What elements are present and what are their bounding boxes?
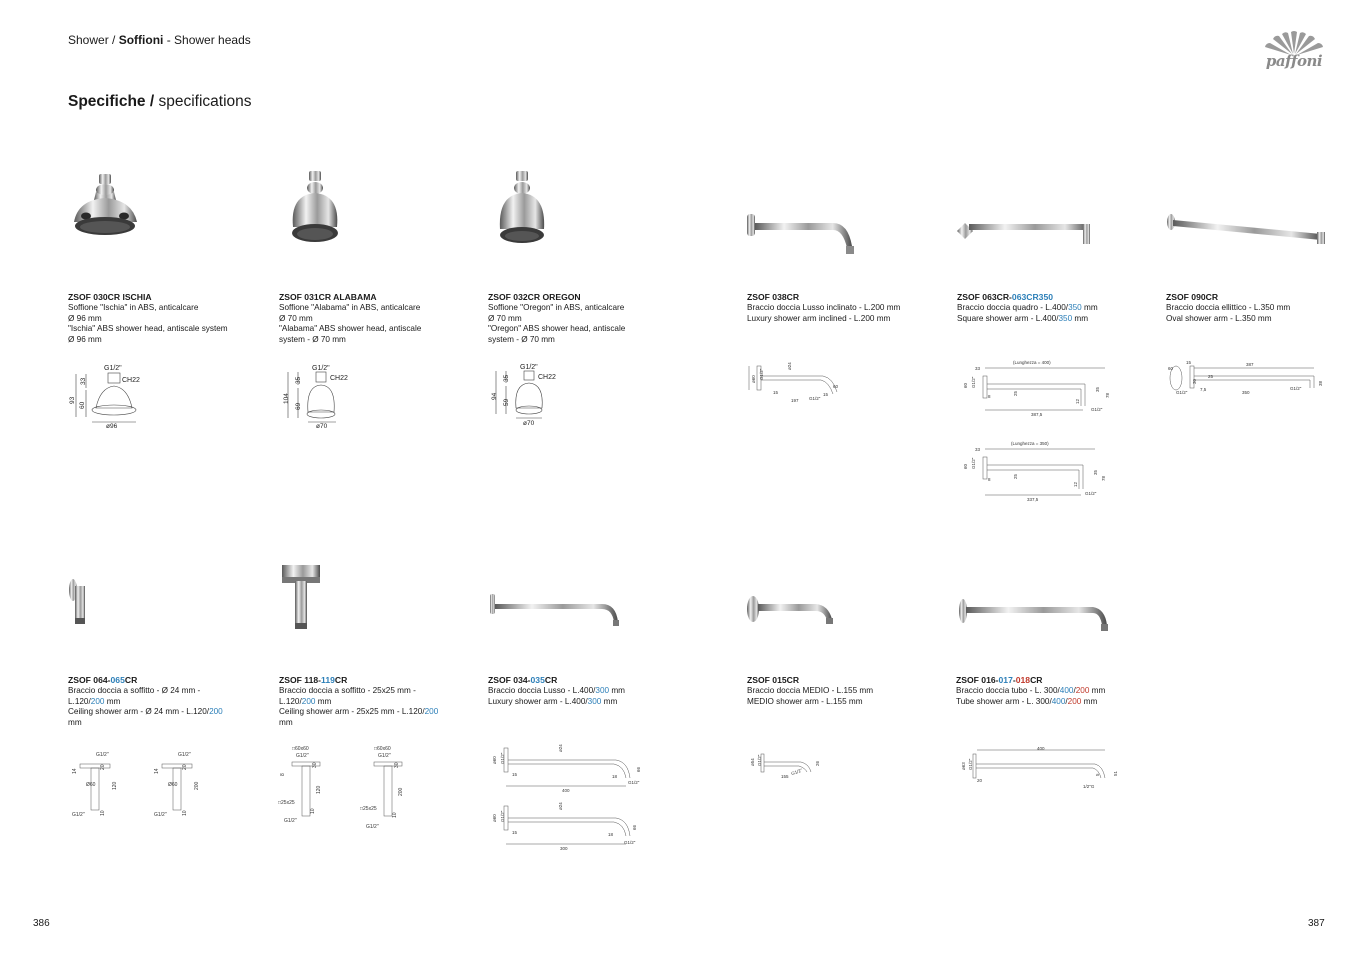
svg-text:20: 20 (182, 764, 188, 770)
svg-text:G1/2": G1/2" (500, 810, 505, 822)
svg-text:□60x60: □60x60 (292, 746, 309, 752)
svg-text:□25x25: □25x25 (360, 806, 377, 812)
product-card-031[interactable] (279, 292, 479, 345)
product-code: ZSOF 034-035CR (488, 675, 558, 685)
svg-text:25: 25 (1013, 390, 1018, 396)
svg-text:15: 15 (512, 830, 518, 835)
svg-text:G1/2": G1/2" (628, 780, 640, 785)
desc-line: MEDIO shower arm - L.155 mm (747, 696, 863, 706)
svg-text:ø24: ø24 (787, 362, 792, 370)
svg-text:30: 30 (312, 762, 318, 768)
svg-text:300: 300 (560, 846, 568, 851)
arm-038-photo (745, 206, 860, 261)
svg-text:35: 35 (1095, 386, 1100, 392)
svg-text:G1/2": G1/2" (1176, 390, 1188, 395)
svg-text:35: 35 (295, 376, 302, 384)
svg-text:G1/2": G1/2" (520, 364, 538, 371)
desc-line: Ceiling shower arm - Ø 24 mm - L.120/200 (68, 707, 223, 717)
alabama-shower-head-photo (280, 167, 350, 251)
svg-text:15: 15 (773, 390, 779, 395)
svg-text:□60x60: □60x60 (374, 746, 391, 752)
arm-034-technical-drawing (484, 742, 654, 852)
svg-text:12: 12 (1075, 398, 1080, 404)
svg-text:ø60: ø60 (751, 375, 756, 383)
title-bold: Specifiche / (68, 93, 159, 110)
svg-text:12: 12 (1073, 481, 1078, 487)
arm-090-technical-drawing (1164, 358, 1329, 400)
breadcrumb-soffioni[interactable]: Soffioni (118, 33, 164, 47)
arm-118-photo (280, 563, 322, 633)
svg-text:G1/2": G1/2" (96, 752, 109, 758)
product-card-118[interactable] (279, 675, 479, 728)
product-code: ZSOF 015CR (747, 675, 800, 685)
svg-text:7,5: 7,5 (1200, 387, 1207, 392)
svg-text:G1/2": G1/2" (971, 457, 976, 469)
svg-text:G1/2": G1/2" (72, 812, 85, 818)
svg-text:14: 14 (154, 768, 160, 774)
drawing-118-200 (360, 746, 404, 828)
svg-text:ø54: ø54 (750, 758, 755, 766)
svg-text:26: 26 (815, 760, 820, 766)
ischia-technical-drawing (66, 360, 156, 435)
desc-line: Braccio doccia Lusso inclinato - L.200 mm (747, 303, 901, 312)
drawing-034-300 (492, 802, 637, 851)
svg-text:G1/2": G1/2" (178, 752, 191, 758)
svg-text:120: 120 (316, 785, 322, 794)
svg-text:G1/2": G1/2" (1085, 491, 1097, 496)
drawing-118-120 (278, 746, 322, 824)
arm-118-technical-drawing (278, 742, 418, 828)
breadcrumb-shower[interactable]: Shower / (68, 33, 119, 47)
desc-line: Braccio doccia Lusso - L.400/300 mm (488, 686, 625, 695)
product-card-015[interactable] (747, 675, 947, 707)
svg-text:ø96: ø96 (106, 423, 118, 430)
svg-text:15: 15 (823, 392, 829, 397)
product-code: ZSOF 064-065CR (68, 675, 138, 685)
product-code: ZSOF 032CR OREGON (488, 292, 581, 302)
svg-text:104: 104 (283, 393, 290, 404)
breadcrumb (68, 33, 251, 47)
arm-015-technical-drawing (745, 748, 825, 784)
desc-line: L.120/200 mm (279, 696, 332, 706)
svg-text:387,5: 387,5 (1031, 412, 1043, 417)
desc-line: "Ischia" ABS shower head, antiscale system (68, 324, 228, 334)
svg-text:G1/2": G1/2" (759, 368, 764, 380)
product-code: ZSOF 118-119CR (279, 675, 348, 685)
svg-text:ø60: ø60 (492, 756, 497, 764)
svg-text:60: 60 (833, 384, 839, 389)
svg-text:1/2"G: 1/2"G (1083, 784, 1095, 789)
desc-line: Braccio doccia MEDIO - L.155 mm (747, 686, 874, 695)
svg-text:ø24: ø24 (558, 744, 563, 752)
desc-line: Braccio doccia a soffitto - Ø 24 mm - (68, 686, 201, 695)
arm-034-photo (488, 592, 624, 628)
svg-text:200: 200 (194, 781, 200, 790)
svg-text:400: 400 (1037, 746, 1045, 751)
page-title (68, 93, 252, 111)
alabama-technical-drawing (278, 360, 363, 435)
svg-text:93: 93 (69, 396, 76, 404)
desc-line: L.120/200 mm (68, 696, 121, 706)
svg-text:G1/2": G1/2" (500, 752, 505, 764)
svg-text:15: 15 (1186, 360, 1192, 365)
desc-line: "Alabama" ABS shower head, antiscale (279, 324, 422, 334)
svg-text:120: 120 (112, 781, 118, 790)
svg-text:(Lunghezza = 350): (Lunghezza = 350) (1011, 441, 1049, 446)
desc-line: system - Ø 70 mm (279, 334, 346, 344)
desc-line: Ø 70 mm (279, 313, 313, 323)
svg-text:G1/2": G1/2" (757, 754, 762, 766)
desc-line: Oval shower arm - L.350 mm (1166, 313, 1272, 323)
svg-text:G1/2": G1/2" (104, 365, 122, 372)
svg-text:18: 18 (612, 774, 618, 779)
svg-text:G1/2": G1/2" (968, 758, 973, 770)
desc-line: Luxury shower arm inclined - L.200 mm (747, 313, 891, 323)
arm-063-400-technical-drawing (955, 356, 1115, 418)
desc-line: system - Ø 70 mm (488, 334, 555, 344)
svg-text:8: 8 (988, 477, 991, 482)
svg-text:66: 66 (636, 766, 641, 772)
product-code: ZSOF 031CR ALABAMA (279, 292, 377, 302)
svg-text:G1/2": G1/2" (154, 812, 167, 818)
desc-line: mm (279, 717, 293, 727)
desc-line: Braccio doccia tubo - L. 300/400/200 mm (956, 686, 1106, 695)
drawing-064-200 (154, 752, 200, 818)
arm-038-technical-drawing (745, 360, 845, 405)
svg-text:30: 30 (394, 762, 400, 768)
svg-text:33: 33 (80, 377, 87, 385)
svg-text:38: 38 (1318, 380, 1323, 386)
svg-text:CH22: CH22 (330, 375, 348, 382)
svg-text:25: 25 (1013, 473, 1018, 479)
product-card-038[interactable] (747, 292, 947, 324)
product-card-090[interactable] (1166, 292, 1355, 324)
svg-text:G1/2": G1/2" (1091, 407, 1103, 412)
oregon-technical-drawing (488, 360, 568, 432)
svg-text:ø24: ø24 (558, 802, 563, 810)
title-normal: specifications (158, 93, 252, 110)
desc-line: Soffione "Alabama" in ABS, anticalcare (279, 303, 421, 312)
desc-line: Ceiling shower arm - 25x25 mm - L.120/200 (279, 707, 439, 717)
svg-text:15: 15 (512, 772, 518, 777)
svg-text:33: 33 (975, 447, 981, 452)
page-number-right: 387 (1308, 918, 1325, 929)
product-code: ZSOF 030CR ISCHIA (68, 292, 152, 302)
page-number-left: 386 (33, 918, 50, 929)
svg-text:35: 35 (503, 374, 510, 382)
svg-text:78: 78 (1101, 475, 1106, 481)
drawing-064-120 (72, 752, 118, 818)
svg-text:25: 25 (1208, 374, 1214, 379)
arm-063-photo (955, 215, 1095, 247)
svg-text:G1/2": G1/2" (624, 840, 636, 845)
svg-text:51: 51 (1113, 770, 1118, 776)
svg-text:Ø60: Ø60 (86, 782, 96, 788)
product-card-034[interactable] (488, 675, 688, 707)
product-card-064[interactable] (68, 675, 268, 728)
svg-text:ø70: ø70 (316, 423, 328, 430)
svg-text:G1/2": G1/2" (971, 376, 976, 388)
svg-text:G1/2": G1/2" (809, 396, 821, 401)
desc-line: Soffione "Ischia" in ABS, anticalcare (68, 303, 199, 312)
svg-text:35: 35 (1093, 469, 1098, 475)
svg-text:G1/2": G1/2" (284, 818, 297, 824)
arm-016-photo (955, 597, 1113, 635)
svg-text:G1/2": G1/2" (366, 824, 379, 828)
svg-text:(Lunghezza = 400): (Lunghezza = 400) (1013, 360, 1051, 365)
svg-text:200: 200 (398, 787, 404, 796)
svg-text:18: 18 (608, 832, 614, 837)
arm-090-photo (1165, 212, 1327, 248)
svg-text:60: 60 (963, 463, 968, 469)
desc-line: Ø 70 mm (488, 313, 522, 323)
svg-text:10: 10 (100, 810, 106, 816)
desc-line: Ø 96 mm (68, 313, 102, 323)
svg-text:60: 60 (1168, 366, 1174, 371)
desc-line: Luxury shower arm - L.400/300 mm (488, 696, 618, 706)
svg-text:ø60: ø60 (492, 814, 497, 822)
arm-016-technical-drawing (955, 742, 1120, 792)
desc-line: Braccio doccia quadro - L.400/350 mm (957, 303, 1098, 312)
breadcrumb-shower-heads: - Shower heads (163, 33, 251, 47)
product-code: ZSOF 038CR (747, 292, 800, 302)
svg-text:G1/2": G1/2" (378, 753, 391, 759)
desc-line: "Oregon" ABS shower head, antiscale (488, 324, 626, 334)
desc-line: Soffione "Oregon" in ABS, anticalcare (488, 303, 625, 312)
svg-text:400: 400 (562, 788, 570, 793)
product-code: ZSOF 063CR-063CR350 (957, 292, 1054, 302)
svg-text:60: 60 (963, 382, 968, 388)
desc-line: Square shower arm - L.400/350 mm (957, 313, 1089, 323)
product-card-030[interactable] (68, 292, 268, 345)
svg-text:337,5: 337,5 (1027, 497, 1039, 502)
svg-text:20: 20 (100, 764, 106, 770)
svg-text:197: 197 (791, 398, 799, 403)
desc-line: mm (68, 717, 82, 727)
desc-line: Tube shower arm - L. 300/400/200 mm (956, 696, 1098, 706)
svg-text:G1/2": G1/2" (1290, 386, 1302, 391)
arm-015-photo (746, 595, 838, 627)
svg-text:387: 387 (1246, 362, 1254, 367)
svg-text:20: 20 (977, 778, 983, 783)
svg-text:CH22: CH22 (122, 377, 140, 384)
svg-text:CH22: CH22 (538, 374, 556, 381)
svg-text:8: 8 (988, 394, 991, 399)
product-code: ZSOF 016-017-018CR (956, 675, 1043, 685)
arm-064-photo (68, 578, 94, 628)
svg-text:78: 78 (1105, 392, 1110, 398)
svg-text:350: 350 (1242, 390, 1250, 395)
svg-text:155: 155 (781, 774, 789, 779)
brand-name: paffoni (1265, 52, 1323, 70)
brand-logo (1262, 30, 1326, 70)
svg-text:30: 30 (1192, 378, 1197, 384)
product-card-016[interactable] (956, 675, 1156, 707)
svg-text:60: 60 (79, 401, 86, 409)
svg-text:5: 5 (1095, 773, 1100, 776)
svg-text:□25x25: □25x25 (278, 800, 295, 806)
oregon-shower-head-photo (490, 167, 554, 251)
svg-text:94: 94 (491, 392, 498, 400)
product-card-032[interactable] (488, 292, 688, 345)
svg-text:69: 69 (295, 402, 302, 410)
svg-text:ø70: ø70 (523, 420, 535, 427)
svg-text:G1/2": G1/2" (296, 753, 309, 759)
svg-text:10: 10 (182, 810, 188, 816)
desc-line: Ø 96 mm (68, 334, 102, 344)
svg-text:10: 10 (310, 808, 316, 814)
svg-text:10: 10 (392, 812, 398, 818)
desc-line: Braccio doccia ellittico - L.350 mm (1166, 303, 1291, 312)
svg-text:ø63: ø63 (961, 762, 966, 770)
product-code: ZSOF 090CR (1166, 292, 1219, 302)
svg-text:59: 59 (503, 398, 510, 406)
desc-line: Braccio doccia a soffitto - 25x25 mm - (279, 686, 416, 695)
svg-text:8: 8 (280, 773, 286, 776)
arm-063-350-technical-drawing (955, 437, 1115, 503)
svg-text:G1/2": G1/2" (790, 767, 803, 777)
product-card-063[interactable] (957, 292, 1157, 324)
svg-text:33: 33 (975, 366, 981, 371)
svg-text:66: 66 (632, 824, 637, 830)
svg-text:Ø60: Ø60 (168, 782, 178, 788)
svg-text:14: 14 (72, 768, 78, 774)
ischia-shower-head-photo (68, 170, 143, 248)
svg-text:G1/2": G1/2" (312, 365, 330, 372)
drawing-034-400 (492, 744, 641, 793)
arm-064-technical-drawing (66, 748, 206, 820)
